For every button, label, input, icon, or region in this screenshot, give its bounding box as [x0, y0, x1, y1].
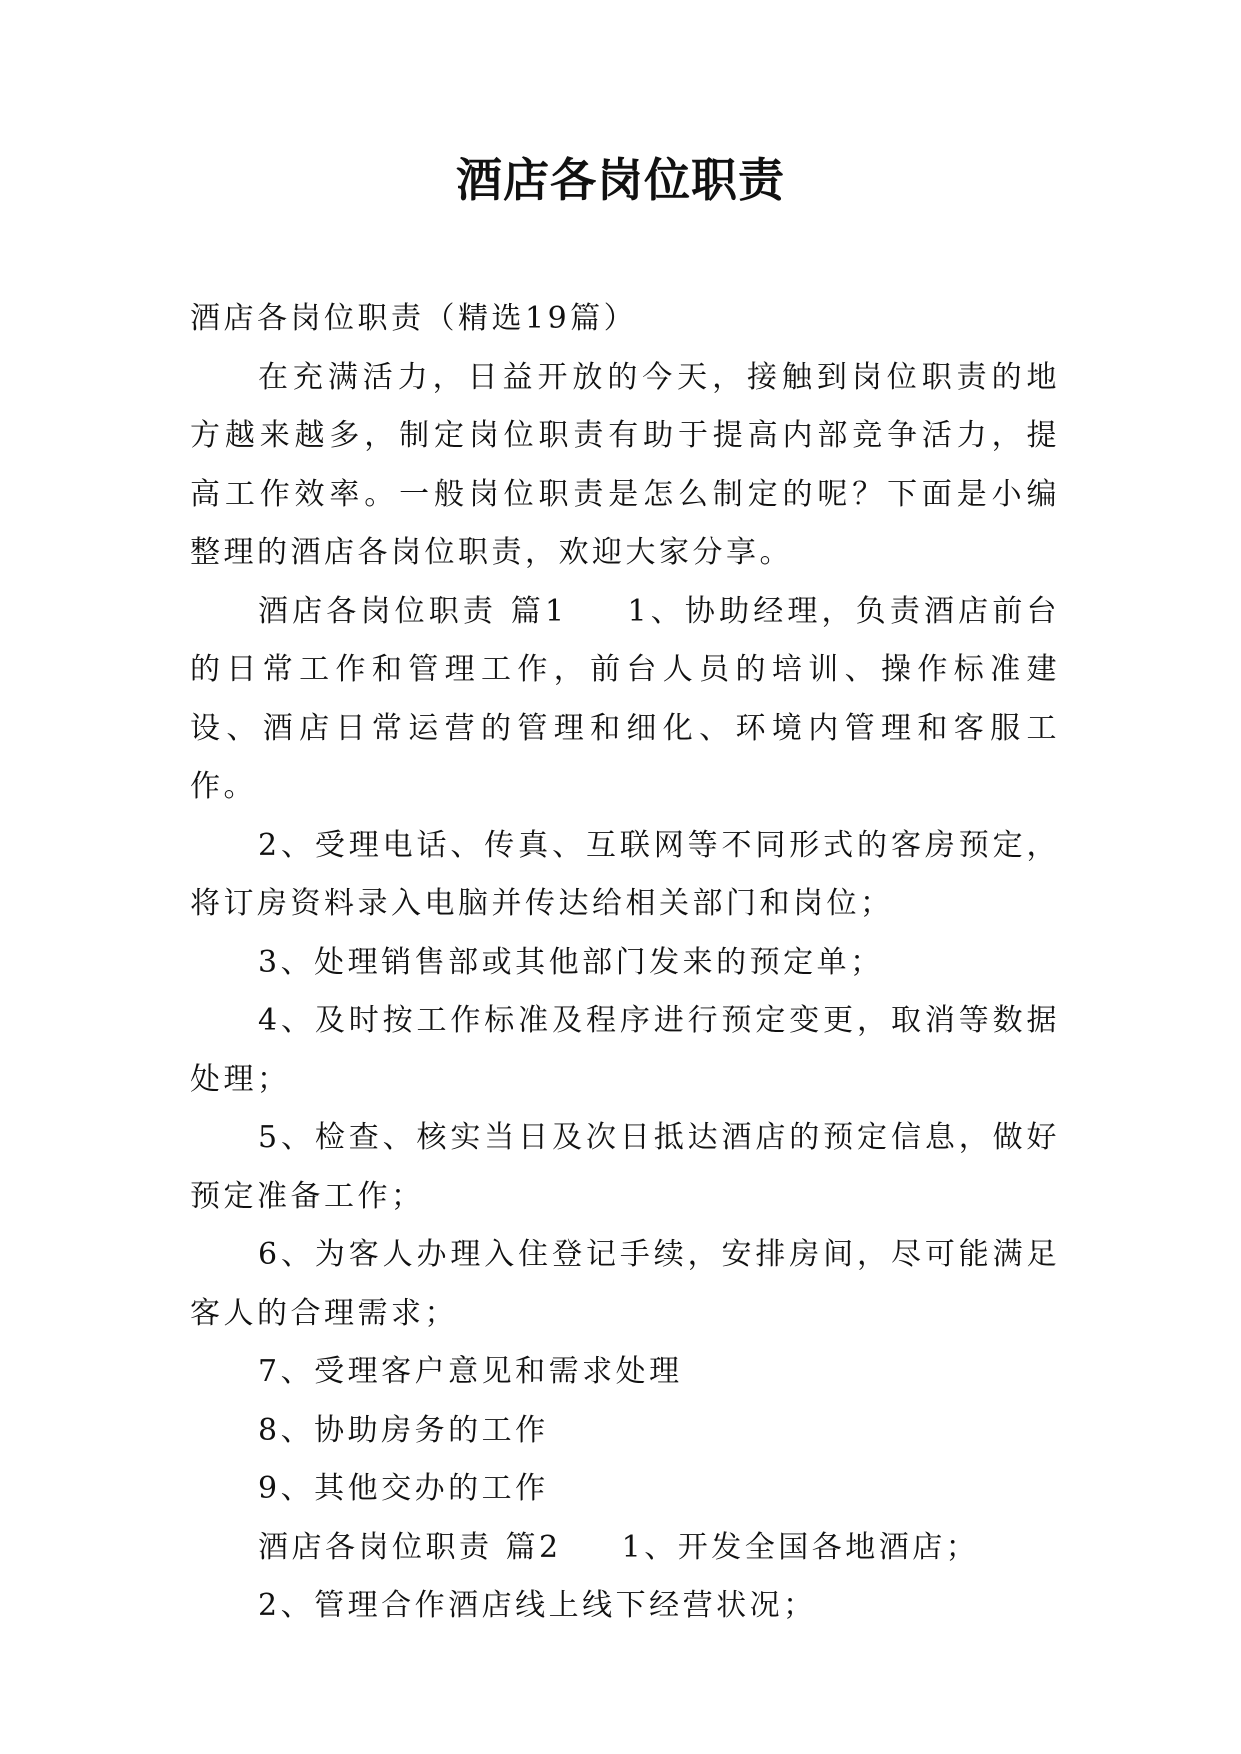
section-1-item-6: 6、为客人办理入住登记手续，安排房间，尽可能满足客人的合理需求； — [190, 1237, 1060, 1331]
section-2-first-paragraph — [190, 1519, 1060, 1578]
section-1-first-paragraph — [190, 583, 1060, 817]
intro-paragraph: 在充满活力，日益开放的今天，接触到岗位职责的地方越来越多，制定岗位职责有助于提高内部竞争活力，提高工作效率。一般岗位职责是怎么制定的呢？下面是小编整理的酒店各岗位职责，欢迎大家分享。 — [190, 359, 1060, 570]
section-1-item-1: 1、协助经理，负责酒店前台的日常工作和管理工作，前台人员的培训、操作标准建设、酒店日常运营的管理和细化、环境内管理和客服工作。 — [190, 593, 1060, 804]
section-2-item-1: 1、开发全国各地酒店； — [621, 1529, 980, 1565]
section-2-item-2: 2、管理合作酒店线上线下经营状况； — [258, 1588, 817, 1623]
document-title: 酒店各岗位职责 — [456, 153, 785, 207]
section-1-item-2: 2、受理电话、传真、互联网等不同形式的客房预定，将订房资料录入电脑并传达给相关部门和岗位； — [190, 827, 1060, 921]
section-1-item-9: 9、其他交办的工作 — [258, 1471, 549, 1506]
section-1-item-7: 7、受理客户意见和需求处理 — [258, 1354, 683, 1389]
section-1-item-5: 5、检查、核实当日及次日抵达酒店的预定信息，做好预定准备工作； — [190, 1120, 1060, 1214]
document-subtitle: 酒店各岗位职责（精选19篇） — [190, 301, 638, 336]
section-1-item-4: 4、及时按工作标准及程序进行预定变更，取消等数据处理； — [190, 1003, 1060, 1097]
section-1-item-8: 8、协助房务的工作 — [258, 1412, 549, 1448]
section-2-heading: 酒店各岗位职责 篇2 — [258, 1529, 562, 1565]
document-body — [190, 290, 1060, 1636]
section-1-item-3: 3、处理销售部或其他部门发来的预定单； — [258, 944, 884, 980]
section-1-heading: 酒店各岗位职责 篇1 — [258, 593, 568, 629]
